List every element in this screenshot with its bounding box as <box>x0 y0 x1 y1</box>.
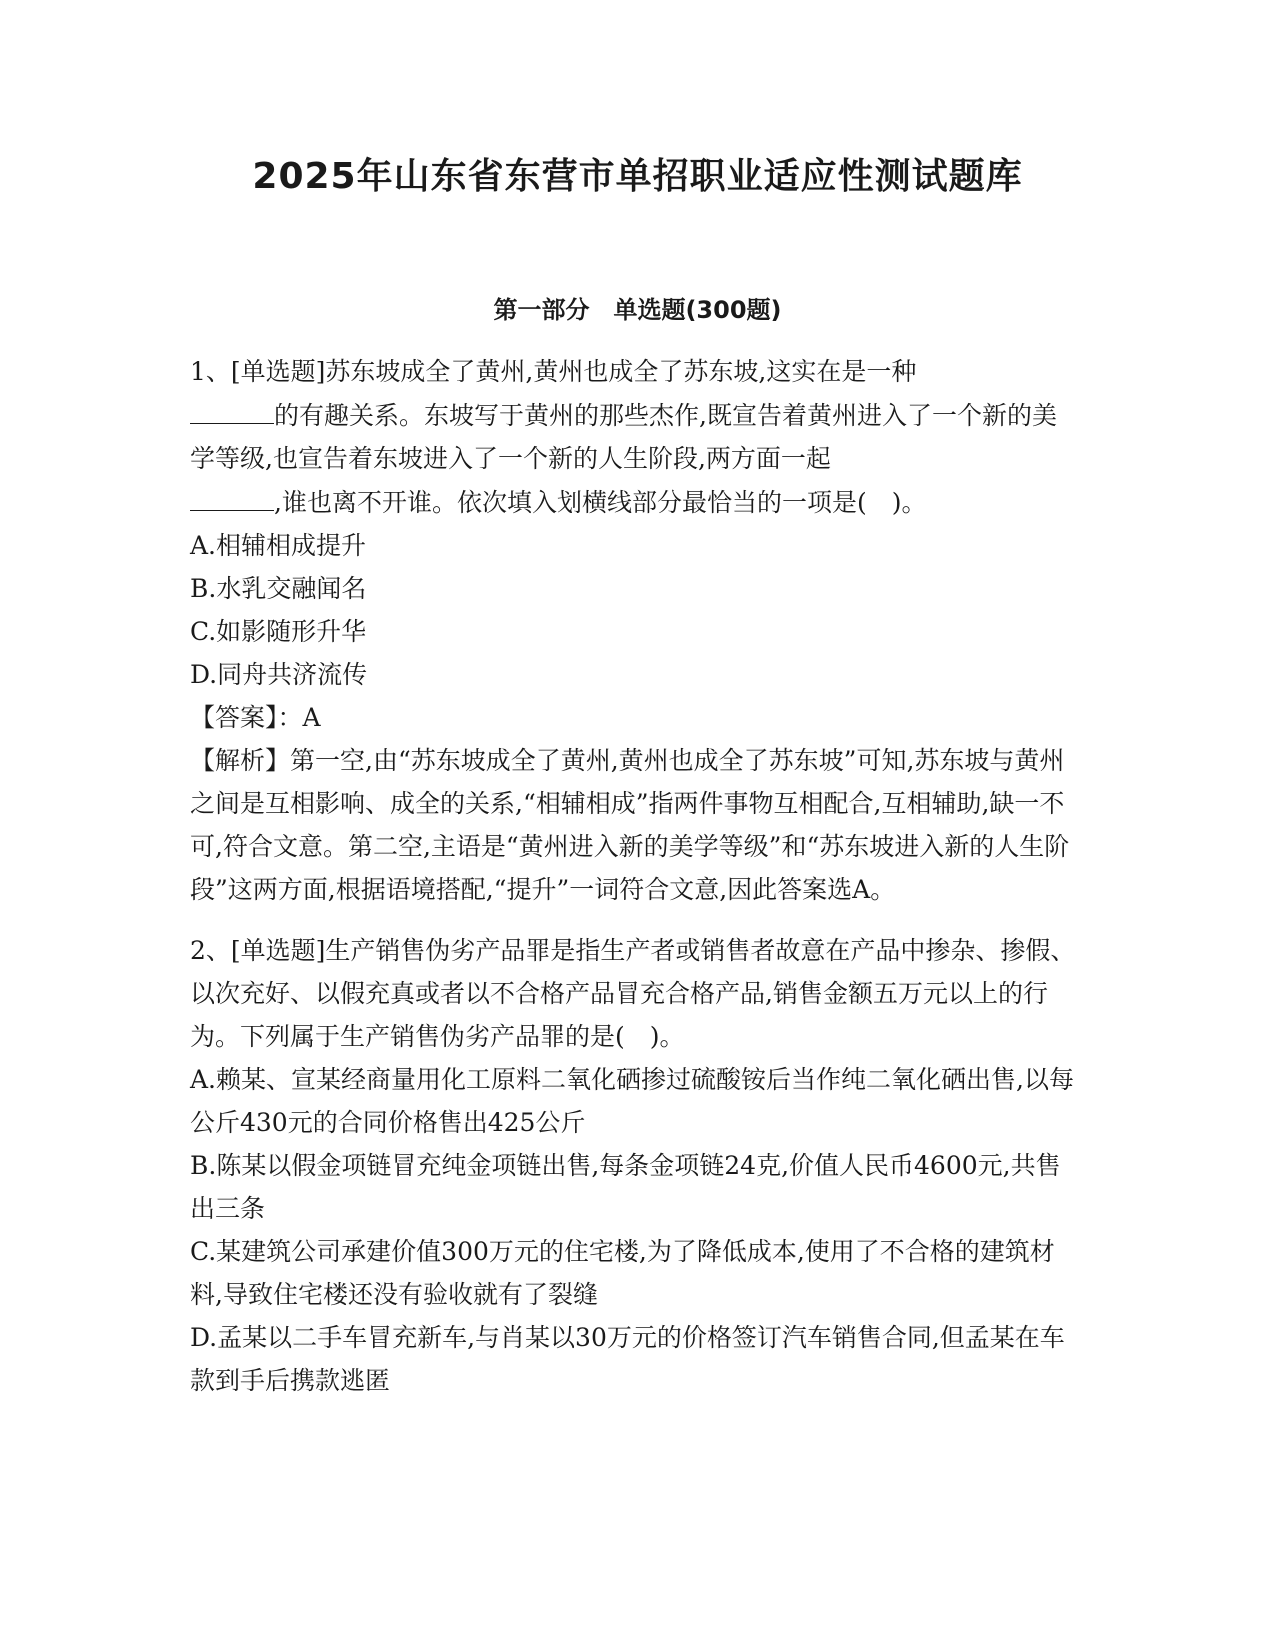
question-1-analysis: 【解析】第一空,由“苏东坡成全了黄州,黄州也成全了苏东坡”可知,苏东坡与黄州之间是互相影响、成全的关系,“相辅相成”指两件事物互相配合,互相辅助,缺一不可,符合文意。第二空,主语是“黄州进入新的美学等级”和“苏东坡进入新的人生阶段”这两方面,根据语境搭配,“提升”一词符合文意,因此答案选A。 <box>190 746 1070 904</box>
question-1-option-c: C.如影随形升华 <box>190 617 367 646</box>
question-2-option-d: D.孟某以二手车冒充新车,与肖某以30万元的价格签订汽车销售合同,但孟某在车款到手后携款逃匿 <box>190 1323 1065 1395</box>
question-1-stem-part1: 苏东坡成全了黄州,黄州也成全了苏东坡,这实在是一种 <box>325 357 917 386</box>
question-list <box>190 350 1080 1402</box>
question-2-stem-text: 生产销售伪劣产品罪是指生产者或销售者故意在产品中掺杂、掺假、以次充好、以假充真或者以不合格产品冒充合格产品,销售金额五万元以上的行为。下列属于生产销售伪劣产品罪的是( )。 <box>190 936 1076 1051</box>
question-1-stem <box>190 350 1080 524</box>
section-title: 第一部分 单选题(300题) <box>493 296 782 324</box>
question-1-option-d: D.同舟共济流传 <box>190 660 368 689</box>
question-1-prefix: 1、[单选题] <box>190 357 326 386</box>
question-1-answer: 【答案】：A <box>190 703 321 732</box>
question-2-prefix: 2、[单选题] <box>190 936 326 965</box>
fill-blank-1 <box>190 393 274 424</box>
question-2 <box>190 929 1080 1402</box>
question-1-option-b: B.水乳交融闻名 <box>190 574 367 603</box>
question-2-stem <box>190 929 1080 1058</box>
question-1-stem-part2: 的有趣关系。东坡写于黄州的那些杰作,既宣告着黄州进入了一个新的美学等级,也宣告着东坡进入了一个新的人生阶段,两方面一起 <box>190 401 1057 473</box>
question-2-option-a: A.赖某、宣某经商量用化工原料二氧化硒掺过硫酸铵后当作纯二氧化硒出售,以每公斤430元的合同价格售出425公斤 <box>190 1065 1074 1137</box>
question-2-option-c: C.某建筑公司承建价值300万元的住宅楼,为了降低成本,使用了不合格的建筑材料,导致住宅楼还没有验收就有了裂缝 <box>190 1237 1055 1309</box>
document-title: 2025年山东省东营市单招职业适应性测试题库 <box>252 156 1023 197</box>
question-1-option-a: A.相辅相成提升 <box>190 531 367 560</box>
question-1 <box>190 350 1080 911</box>
question-2-option-b: B.陈某以假金项链冒充纯金项链出售,每条金项链24克,价值人民币4600元,共售出三条 <box>190 1151 1061 1223</box>
fill-blank-2 <box>190 480 274 511</box>
question-1-stem-part3: ,谁也离不开谁。依次填入划横线部分最恰当的一项是( )。 <box>274 488 927 517</box>
